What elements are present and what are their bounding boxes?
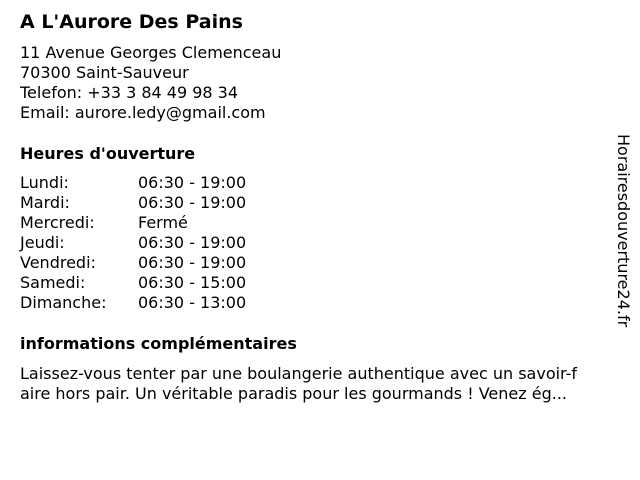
description-line-2: aire hors pair. Un véritable paradis pour les gourmands ! Venez ég...: [20, 384, 567, 403]
day-label: Vendredi:: [20, 253, 96, 272]
phone-line: Telefon: +33 3 84 49 98 34: [20, 83, 239, 102]
time-value: 06:30 - 19:00: [138, 193, 247, 212]
address-line-2: 70300 Saint-Sauveur: [20, 63, 189, 82]
time-value: 06:30 - 19:00: [138, 233, 247, 252]
hours-row-tuesday: [20, 193, 268, 213]
day-label: Jeudi:: [20, 233, 65, 252]
time-value: Fermé: [138, 213, 188, 232]
contact-block: [20, 43, 281, 123]
day-label: Samedi:: [20, 273, 86, 292]
hours-table: [20, 173, 268, 313]
description-line-1: Laissez-vous tenter par une boulangerie authentique avec un savoir-f: [20, 364, 578, 383]
day-label: Lundi:: [20, 173, 69, 192]
day-label: Mercredi:: [20, 213, 95, 232]
time-value: 06:30 - 15:00: [138, 273, 247, 292]
email-line: Email: aurore.ledy@gmail.com: [20, 103, 266, 122]
hours-row-saturday: [20, 273, 268, 293]
business-name: A L'Aurore Des Pains: [20, 11, 243, 33]
info-description: [20, 364, 630, 404]
info-heading: informations complémentaires: [20, 334, 297, 353]
day-label: Mardi:: [20, 193, 70, 212]
hours-row-thursday: [20, 233, 268, 253]
time-value: 06:30 - 19:00: [138, 173, 247, 192]
time-value: 06:30 - 19:00: [138, 253, 247, 272]
hours-row-wednesday: [20, 213, 268, 233]
hours-heading: Heures d'ouverture: [20, 144, 196, 163]
site-watermark: Horairesdouverture24.fr: [614, 134, 633, 328]
day-label: Dimanche:: [20, 293, 107, 312]
time-value: 06:30 - 13:00: [138, 293, 247, 312]
hours-row-sunday: [20, 293, 268, 313]
address-line-1: 11 Avenue Georges Clemenceau: [20, 43, 282, 62]
hours-row-friday: [20, 253, 268, 273]
hours-row-monday: [20, 173, 268, 193]
